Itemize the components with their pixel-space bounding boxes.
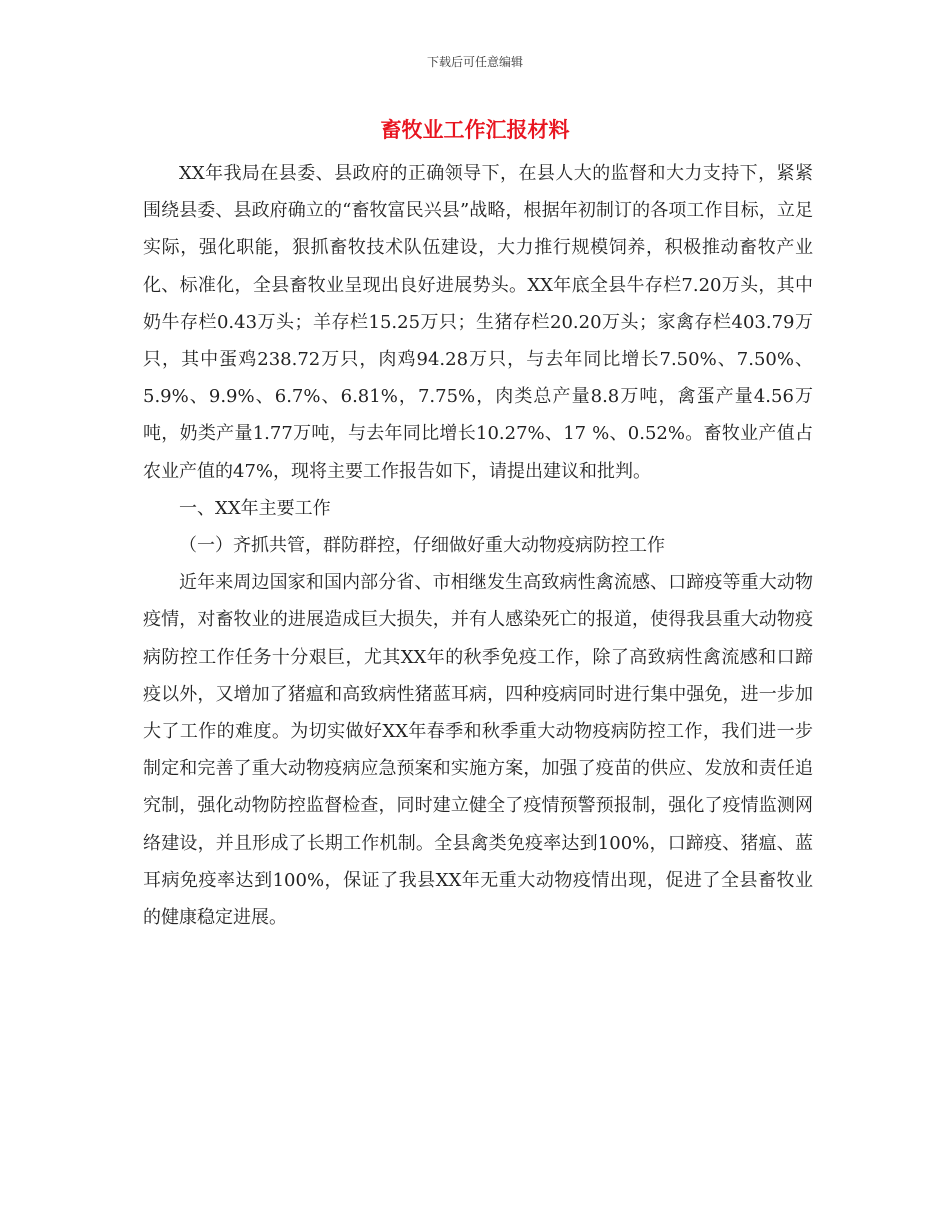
section-heading: 一、XX年主要工作 <box>179 497 331 519</box>
subsection-heading: （一）齐抓共管，群防群控，仔细做好重大动物疫病防控工作 <box>179 535 665 557</box>
page-header: 下载后可任意编辑 <box>426 55 523 69</box>
intro-paragraph: XX年我局在县委、县政府的正确领导下，在县人大的监督和大力支持下，紧紧围绕县委、县政府确立的“畜牧富民兴县”战略，根据年初制订的各项工作目标，立足实际，强化职能，狠抓畜牧技术队伍建设，大力推行规模饲养，积极推动畜牧产业化、标准化，全县畜牧业呈现出良好进展势头。XX年底全县牛存栏7.20万头，其中奶牛存栏0.43万头；羊存栏15.25万只；生猪存栏20.20万头；家禽存栏403.79万只，其中蛋鸡238.72万只，肉鸡94.28万只，与去年同比增长7.50%、7.50%、5.9%、9.9%、6.7%、6.81%，7.75%，肉类总产量8.8万吨，禽蛋产量4.56万吨，奶类产量1.77万吨，与去年同比增长10.27%、17 %、0.52%。畜牧业产值占农业产值的47%，现将主要工作报告如下，请提出建议和批判。 <box>143 163 813 482</box>
body-paragraph: 近年来周边国家和国内部分省、市相继发生高致病性禽流感、口蹄疫等重大动物疫情，对畜牧业的进展造成巨大损失，并有人感染死亡的报道，使得我县重大动物疫病防控工作任务十分艰巨，尤其XX年的秋季免疫工作，除了高致病性禽流感和口蹄疫以外，又增加了猪瘟和高致病性猪蓝耳病，四种疫病同时进行集中强免，进一步加大了工作的难度。为切实做好XX年春季和秋季重大动物疫病防控工作，我们进一步制定和完善了重大动物疫病应急预案和实施方案，加强了疫苗的供应、发放和责任追究制，强化动物防控监督检查，同时建立健全了疫情预警预报制，强化了疫情监测网络建设，并且形成了长期工作机制。全县禽类免疫率达到100%，口蹄疫、猪瘟、蓝耳病免疫率达到100%，保证了我县XX年无重大动物疫情出现，促进了全县畜牧业的健康稳定进展。 <box>143 572 813 929</box>
document-body <box>143 155 813 936</box>
document-title: 畜牧业工作汇报材料 <box>380 117 570 142</box>
